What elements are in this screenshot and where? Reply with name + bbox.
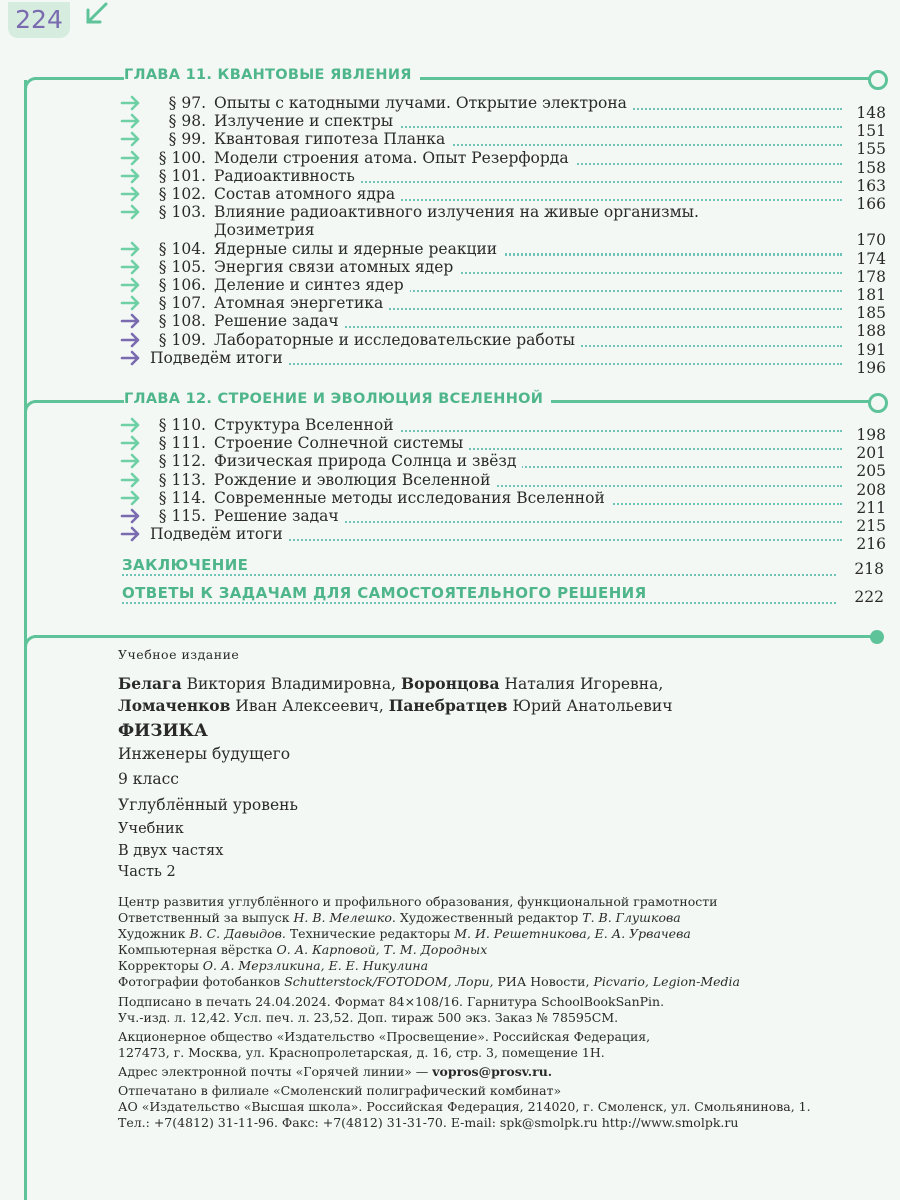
book-kind: Учебник: [118, 821, 184, 837]
section-title: Квантовая гипотеза Планка: [214, 130, 451, 148]
page-ref: 170: [856, 231, 886, 250]
author-name: Наталия Игоревна,: [504, 675, 664, 693]
chapter11-ring-icon: [868, 70, 888, 90]
imprint-rule: [34, 635, 876, 638]
chapter11-title: ГЛАВА 11. КВАНТОВЫЕ ЯВЛЕНИЯ: [124, 67, 420, 83]
section-title: Деление и синтез ядер: [214, 276, 410, 294]
section-title: Опыты с катодными лучами. Открытие электрона: [214, 94, 633, 112]
leader-dots: [122, 602, 836, 604]
section-title: Рождение и эволюция Вселенной: [214, 471, 496, 489]
photo-line: [118, 974, 740, 990]
artist-line: [118, 926, 691, 942]
address-line: 127473, г. Москва, ул. Краснопролетарская, д. 16, стр. 3, помещение 1Н.: [118, 1045, 605, 1060]
arrow-right-icon: [120, 259, 142, 275]
art-ed-label: Художественный редактор: [399, 910, 579, 925]
toc-answers[interactable]: [122, 584, 888, 606]
answers-title: ОТВЕТЫ К ЗАДАЧАМ ДЛЯ САМОСТОЯТЕЛЬНОГО РЕШЕНИЯ: [122, 584, 655, 602]
section-title: Радиоактивность: [214, 167, 361, 185]
authors-line1: [118, 672, 663, 696]
section-number: § 105.: [158, 257, 206, 276]
author-surname: Панебратцев: [388, 696, 508, 715]
arrow-right-icon: [120, 131, 142, 147]
email-line: [118, 1064, 552, 1080]
page-ref: 205: [856, 462, 886, 481]
section-number: § 111.: [158, 434, 206, 453]
company-line: Акционерное общество «Издательство «Просвещение». Российская Федерация,: [118, 1029, 651, 1044]
section-number: § 113.: [158, 470, 206, 489]
arrow-right-icon: [120, 350, 142, 366]
arrow-right-icon: [120, 150, 142, 166]
author-name: Иван Алексеевич,: [235, 697, 384, 715]
page-ref: 198: [856, 426, 886, 444]
page-ref: 208: [856, 480, 886, 499]
imprint-dot-icon: [870, 630, 884, 644]
resp-name: Н. В. Мелешко.: [293, 910, 396, 925]
section-title: Энергия связи атомных ядер: [214, 258, 459, 276]
page-ref: 158: [856, 158, 886, 177]
page-ref: 211: [856, 498, 886, 517]
proof-label: Корректоры: [118, 958, 199, 973]
arrow-right-icon: [120, 313, 142, 329]
section-title: Атомная энергетика: [214, 294, 389, 312]
arrow-right-icon: [120, 204, 142, 220]
toc-entry[interactable]: [120, 348, 890, 377]
photo-banks-2: Picvario, Legion-Media: [593, 974, 740, 989]
arrow-right-icon: [120, 435, 142, 451]
page-ref: 166: [856, 195, 886, 213]
arrow-right-icon: [120, 490, 142, 506]
book-title: ФИЗИКА: [118, 721, 208, 741]
section-title: Структура Вселенной: [214, 416, 400, 434]
section-number: § 110.: [158, 416, 206, 434]
tech-names: М. И. Решетникова, Е. А. Урвачева: [454, 926, 691, 941]
page-ref: 196: [856, 358, 886, 377]
section-number: § 97.: [168, 94, 206, 112]
author-surname: Белага: [118, 674, 182, 693]
layout-line: [118, 942, 487, 958]
section-number: § 108.: [158, 312, 206, 331]
section-number: § 114.: [158, 488, 206, 507]
section-number: § 103.: [158, 203, 206, 222]
arrow-right-icon: [120, 95, 142, 111]
section-title: Подведём итоги: [150, 525, 289, 543]
book-level: Углублённый уровень: [118, 796, 298, 814]
author-surname: Воронцова: [401, 674, 500, 693]
layout-label: Компьютерная вёрстка: [118, 942, 273, 957]
responsible-line: [118, 910, 681, 926]
answers-page: 222: [854, 588, 884, 606]
section-number: § 107.: [158, 294, 206, 313]
page-ref: 163: [856, 176, 886, 195]
section-number: § 99.: [168, 130, 206, 149]
toc-conclusion[interactable]: [122, 556, 888, 578]
section-title: Лабораторные и исследовательские работы: [214, 331, 581, 349]
book-series: Инженеры будущего: [118, 745, 291, 763]
page-ref: 201: [856, 444, 886, 463]
section-title: Современные методы исследования Вселенной: [214, 489, 611, 507]
email-label: Адрес электронной почты «Горячей линии» —: [118, 1064, 429, 1079]
printed-line: Отпечатано в филиале «Смоленский полиграфический комбинат»: [118, 1083, 562, 1098]
book-parts: В двух частях: [118, 843, 224, 859]
page-ref: 185: [856, 304, 886, 323]
section-title: Решение задач: [214, 312, 345, 330]
section-title: Влияние радиоактивного излучения на живые организмы.: [214, 203, 705, 221]
page-ref: 148: [856, 104, 886, 122]
section-number: § 109.: [158, 330, 206, 349]
section-title: Решение задач: [214, 507, 345, 525]
section-title: Модели строения атома. Опыт Резерфорда: [214, 149, 575, 167]
arrow-right-icon: [120, 332, 142, 348]
email-link[interactable]: vopros@prosv.ru.: [432, 1064, 553, 1079]
photo-label: Фотографии фотобанков: [118, 974, 281, 989]
page-ref: 155: [856, 140, 886, 159]
artist-name: В. С. Давыдов.: [189, 926, 286, 941]
print-info-line: Уч.-изд. л. 12,42. Усл. печ. л. 23,52. Доп. тираж 500 экз. Заказ № 78595СМ.: [118, 1010, 619, 1025]
arrow-right-icon: [120, 277, 142, 293]
page-ref: 174: [856, 249, 886, 268]
toc-entry[interactable]: [120, 525, 890, 554]
center-line: Центр развития углублённого и профильного образования, функциональной грамотности: [118, 894, 718, 909]
arrow-right-icon: [120, 295, 142, 311]
section-title-cont: Дозиметрия: [214, 221, 321, 239]
printer-line: АО «Издательство «Высшая школа». Российская Федерация, 214020, г. Смоленск, ул. Смольянинова, 1.: [118, 1099, 811, 1114]
photo-ria: РИА Новости,: [497, 974, 590, 989]
page-number: 224: [8, 2, 70, 38]
arrow-right-icon: [120, 417, 142, 433]
page-ref: 151: [856, 122, 886, 141]
layout-names: О. А. Карповой, Т. М. Дородных: [276, 942, 488, 957]
page-ref: 181: [856, 286, 886, 304]
art-ed-name: Т. В. Глушкова: [582, 910, 681, 925]
section-number: § 100.: [158, 148, 206, 167]
section-number: § 102.: [158, 185, 206, 203]
chapter12-ring-icon: [868, 393, 888, 413]
section-title: Состав атомного ядра: [214, 185, 401, 203]
page-ref: 178: [856, 267, 886, 286]
signed-line: Подписано в печать 24.04.2024. Формат 84×108/16. Гарнитура SchoolBookSanPin.: [118, 994, 665, 1009]
page-ref: 215: [856, 517, 886, 535]
section-title: Подведём итоги: [150, 349, 289, 367]
conclusion-title: ЗАКЛЮЧЕНИЕ: [122, 556, 256, 574]
authors-line2: [118, 694, 672, 718]
section-number: § 98.: [168, 112, 206, 131]
author-name: Виктория Владимировна,: [186, 675, 397, 693]
proof-names: О. А. Мерзликина, Е. Е. Никулина: [202, 958, 429, 973]
page-ref: 216: [856, 535, 886, 554]
photo-banks: Schutterstock/FOTODOM, Лори,: [284, 974, 494, 989]
artist-label: Художник: [118, 926, 186, 941]
arrow-right-icon: [120, 453, 142, 469]
section-title: Излучение и спектры: [214, 112, 399, 130]
book-grade: 9 класс: [118, 770, 179, 788]
arrow-right-icon: [120, 168, 142, 184]
section-title: Ядерные силы и ядерные реакции: [214, 240, 503, 258]
page-ref: 191: [856, 340, 886, 359]
arrow-right-icon: [120, 113, 142, 129]
author-surname: Ломаченков: [118, 696, 231, 715]
section-title: Строение Солнечной системы: [214, 434, 469, 452]
chapter12-title: ГЛАВА 12. СТРОЕНИЕ И ЭВОЛЮЦИЯ ВСЕЛЕННОЙ: [124, 391, 551, 407]
leader-dots: [214, 363, 842, 365]
arrow-right-icon: [120, 526, 142, 542]
section-number: § 106.: [158, 276, 206, 294]
conclusion-page: 218: [854, 560, 884, 578]
arrow-right-icon: [120, 508, 142, 524]
edition-type: Учебное издание: [118, 647, 240, 662]
resp-label: Ответственный за выпуск: [118, 910, 290, 925]
page-ref: 188: [856, 322, 886, 341]
section-number: § 112.: [158, 452, 206, 471]
arrow-right-icon: [120, 241, 142, 257]
tech-label: Технические редакторы: [289, 926, 451, 941]
section-title: Физическая природа Солнца и звёзд: [214, 452, 522, 470]
leader-dots: [122, 574, 836, 576]
section-number: § 104.: [158, 239, 206, 258]
contacts-line: Тел.: +7(4812) 31-11-96. Факс: +7(4812) 31-31-70. E-mail: spk@smolpk.ru http://www.smolpk.ru: [118, 1115, 739, 1130]
proof-line: [118, 958, 428, 974]
arrow-right-icon: [120, 472, 142, 488]
section-number: § 101.: [158, 166, 206, 185]
author-name: Юрий Анатольевич: [512, 697, 673, 715]
book-part: Часть 2: [118, 864, 176, 880]
leader-dots: [214, 539, 842, 541]
section-number: § 115.: [158, 507, 206, 525]
arrow-down-left-icon: [80, 0, 110, 30]
arrow-right-icon: [120, 186, 142, 202]
